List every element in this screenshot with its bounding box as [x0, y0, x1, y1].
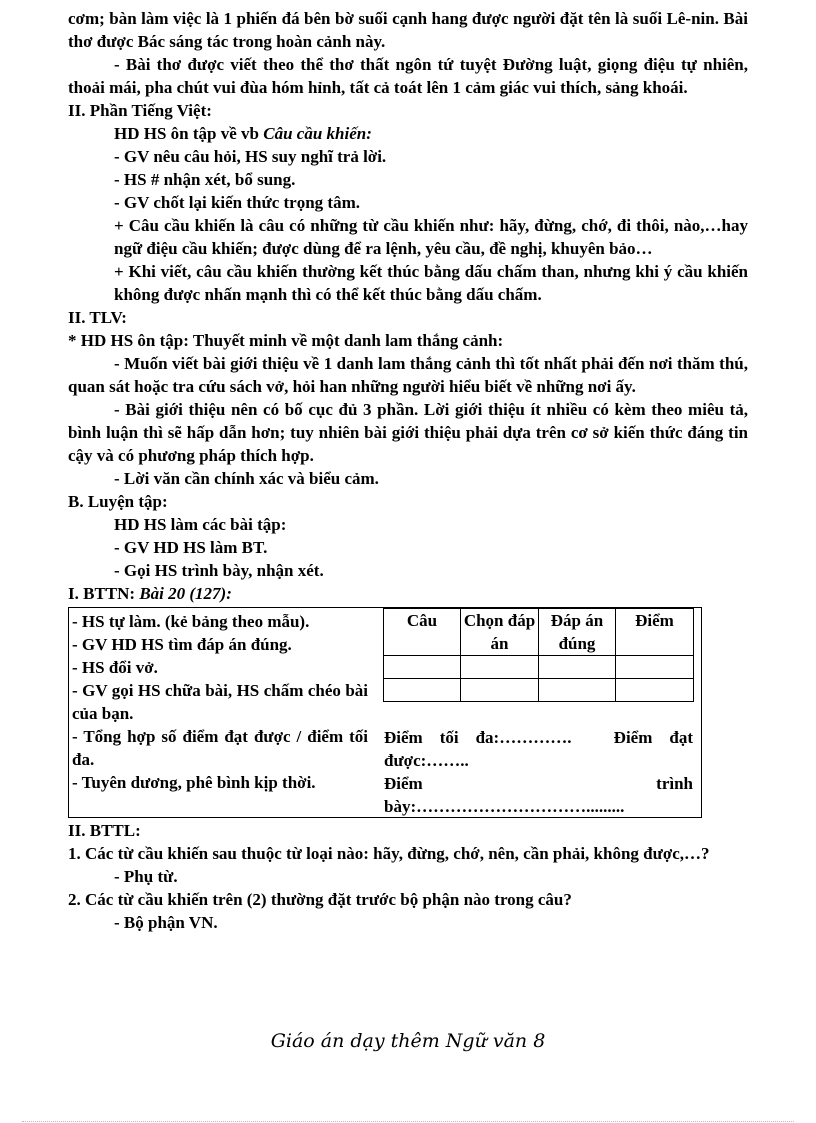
- heading-bttl: II. BTTL:: [68, 821, 141, 840]
- score-max-row: [384, 726, 693, 749]
- score-fields: [384, 726, 693, 818]
- present-label-2: trình: [656, 774, 693, 793]
- grid-cell: [461, 656, 539, 679]
- grid-cell: [539, 679, 616, 702]
- tv-item: - HS # nhận xét, bổ sung.: [114, 170, 296, 189]
- score-got-label: Điểm đạt: [613, 728, 693, 747]
- page-footer-title: Giáo án dạy thêm Ngữ văn 8: [270, 1030, 546, 1052]
- teacher-steps: [72, 610, 368, 794]
- answer-grid: [383, 608, 694, 702]
- present-row: [384, 772, 693, 795]
- score-got-line: được:……..: [384, 751, 469, 770]
- step-item: - Tuyên dương, phê bình kịp thời.: [72, 773, 316, 792]
- tv-rule-2: + Khi viết, câu cầu khiến thường kết thúc bằng dấu chấm than, nhưng khi ý cầu khiến không được nhấn mạnh thì có thể kết thúc bằng dấu chấm.: [114, 262, 748, 304]
- practice-item: - Gọi HS trình bày, nhận xét.: [114, 561, 324, 580]
- grid-cell: [461, 679, 539, 702]
- tv-rule-1: + Câu cầu khiến là câu có những từ cầu khiến như: hãy, đừng, chớ, đi thôi, nào,…hay ngữ điệu cầu khiến; được dùng để ra lệnh, yêu cầu, đề nghị, khuyên bảo…: [114, 216, 748, 258]
- practice-item: - GV HD HS làm BT.: [114, 538, 268, 557]
- paragraph-poem-form: - Bài thơ được viết theo thể thơ thất ngôn tứ tuyệt Đường luật, giọng điệu tự nhiên, thoải mái, pha chút vui đùa hóm hỉnh, tất cả toát lên 1 cảm giác vui thích, sảng khoái.: [68, 55, 748, 97]
- question-1: 1. Các từ cầu khiến sau thuộc từ loại nào: hãy, đừng, chớ, nên, cần phải, không được,…?: [68, 844, 710, 863]
- exercise-layout-table: [68, 607, 702, 818]
- header-dap-an-dung: Đáp án đúng: [539, 609, 616, 656]
- tv-item: - GV nêu câu hỏi, HS suy nghĩ trả lời.: [114, 147, 387, 166]
- header-cau: Câu: [384, 609, 461, 656]
- tlv-paragraph: - Muốn viết bài giới thiệu về 1 danh lam thắng cảnh thì tốt nhất phải đến nơi thăm thú, quan sát hoặc tra cứu sách vở, hỏi han những người hiểu biết về những nơi ấy.: [68, 354, 748, 396]
- heading-practice: B. Luyện tập:: [68, 492, 168, 511]
- document-page: [68, 7, 748, 934]
- tv-intro: HD HS ôn tập về vb Câu cầu khiến:: [114, 124, 372, 143]
- tlv-task: * HD HS ôn tập: Thuyết minh về một danh lam thắng cảnh:: [68, 331, 504, 350]
- grid-cell: [616, 656, 694, 679]
- header-diem: Điểm: [616, 609, 694, 656]
- tv-item: - GV chốt lại kiến thức trọng tâm.: [114, 193, 360, 212]
- score-max-label: Điểm tối đa:………….: [384, 728, 572, 747]
- step-item: - HS đổi vở.: [72, 658, 158, 677]
- grid-cell: [616, 679, 694, 702]
- answer-2: - Bộ phận VN.: [114, 913, 218, 932]
- tv-intro-topic: Câu cầu khiến:: [263, 124, 372, 143]
- grid-cell: [384, 679, 461, 702]
- practice-item: HD HS làm các bài tập:: [114, 515, 287, 534]
- step-item: - Tổng hợp số điểm đạt được / điểm tối đa.: [72, 727, 368, 769]
- step-item: - GV HD HS tìm đáp án đúng.: [72, 635, 292, 654]
- heading-tieng-viet: II. Phần Tiếng Việt:: [68, 101, 212, 120]
- step-item: - GV gọi HS chữa bài, HS chấm chéo bài của bạn.: [72, 681, 368, 723]
- bttn-exercise: Bài 20 (127):: [139, 584, 232, 603]
- paragraph-context: cơm; bàn làm việc là 1 phiến đá bên bờ suối cạnh hang được người đặt tên là suối Lê-nin. Bài thơ được Bác sáng tác trong hoàn cảnh này.: [68, 9, 748, 51]
- heading-bttn: I. BTTN: Bài 20 (127):: [68, 584, 232, 603]
- page-bottom-rule: [22, 1121, 794, 1122]
- step-item: - HS tự làm. (kẻ bảng theo mẫu).: [72, 612, 310, 631]
- grid-cell: [384, 656, 461, 679]
- heading-tlv: II. TLV:: [68, 308, 127, 327]
- tlv-paragraph: - Bài giới thiệu nên có bố cục đủ 3 phần. Lời giới thiệu ít nhiều có kèm theo miêu tả, bình luận thì sẽ hấp dẫn hơn; tuy nhiên bài giới thiệu phải dựa trên cơ sở kiến thức đáng tin cậy và có phương pháp thích hợp.: [68, 400, 748, 465]
- present-label: Điểm: [384, 774, 423, 793]
- answer-1: - Phụ từ.: [114, 867, 178, 886]
- header-chon-dap-an: Chọn đáp án: [461, 609, 539, 656]
- question-2: 2. Các từ cầu khiến trên (2) thường đặt trước bộ phận nào trong câu?: [68, 890, 572, 909]
- tlv-paragraph: - Lời văn cần chính xác và biểu cảm.: [114, 469, 379, 488]
- present-line: bày:………………………….........: [384, 797, 625, 816]
- grid-cell: [539, 656, 616, 679]
